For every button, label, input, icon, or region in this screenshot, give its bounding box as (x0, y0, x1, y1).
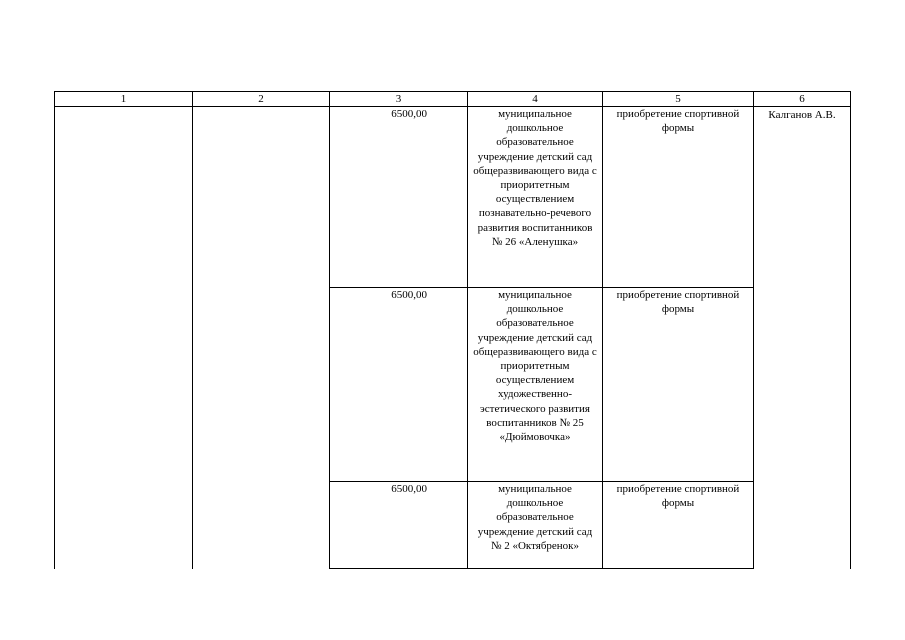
header-col-6: 6 (754, 92, 851, 107)
col2-cell (193, 107, 330, 569)
col1-cell (55, 107, 193, 569)
grants-table (54, 91, 851, 569)
purpose-cell: приобретение спортивной формы (603, 288, 754, 482)
header-col-3: 3 (330, 92, 468, 107)
header-row (55, 92, 851, 107)
table-row (55, 107, 851, 288)
header-col-5: 5 (603, 92, 754, 107)
header-col-1: 1 (55, 92, 193, 107)
organization-cell: муниципальное дошкольное образовательное учреждение детский сад общеразвивающего вида с приоритетным осуществлением познавательно-речевого развития воспитанников № 26 «Аленушка» (468, 107, 603, 288)
header-col-4: 4 (468, 92, 603, 107)
organization-cell: муниципальное дошкольное образовательное учреждение детский сад № 2 «Октябренок» (468, 482, 603, 569)
amount-cell: 6500,00 (330, 288, 468, 482)
header-col-2: 2 (193, 92, 330, 107)
amount-cell: 6500,00 (330, 482, 468, 569)
purpose-cell: приобретение спортивной формы (603, 107, 754, 288)
amount-cell: 6500,00 (330, 107, 468, 288)
purpose-cell: приобретение спортивной формы (603, 482, 754, 569)
organization-cell: муниципальное дошкольное образовательное учреждение детский сад общеразвивающего вида с приоритетным осуществлением художественно-эстетического развития воспитанников № 25 «Дюймовочка» (468, 288, 603, 482)
responsible-cell: Калганов А.В. (754, 107, 851, 569)
